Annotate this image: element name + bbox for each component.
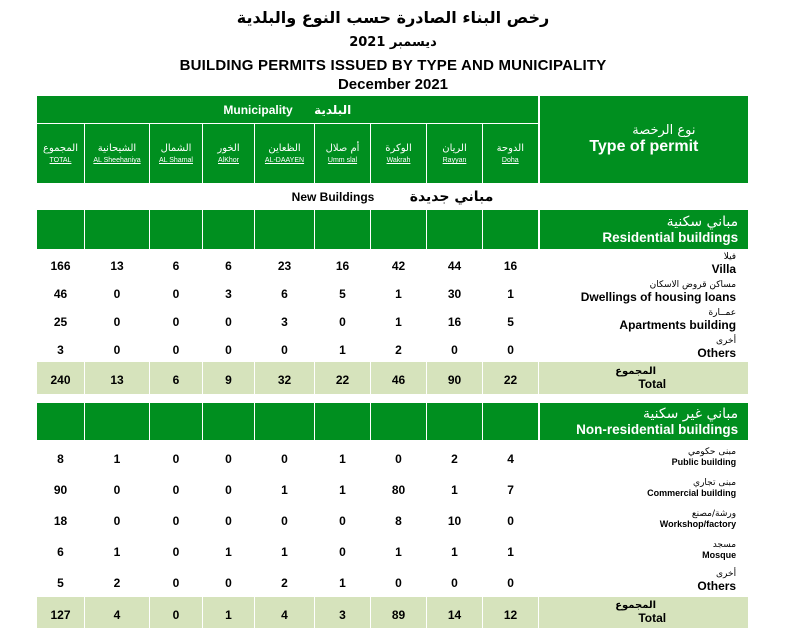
value-cell: 13 [85, 250, 150, 278]
value-cell: 1 [255, 535, 315, 566]
column-header [371, 124, 427, 184]
row-label-en: Others [697, 579, 737, 593]
type-of-permit-en: Type of permit [589, 138, 699, 155]
value-cell: 5 [315, 278, 371, 306]
column-header-en: TOTAL [49, 157, 72, 164]
row-label-ar: مساكن قروض الاسكان [649, 279, 737, 290]
value-cell: 1 [371, 306, 427, 334]
municipality-header [37, 96, 539, 124]
column-header [427, 124, 483, 184]
total-cell: 22 [315, 362, 371, 395]
value-cell: 1 [483, 535, 539, 566]
column-header-ar: المجموع [43, 143, 78, 154]
row-label-ar: فيلا [723, 251, 737, 262]
table-row [37, 306, 749, 334]
value-cell: 44 [427, 250, 483, 278]
value-cell: 2 [85, 566, 150, 597]
value-cell: 42 [371, 250, 427, 278]
value-cell: 6 [37, 535, 85, 566]
total-label-en: Total [638, 376, 667, 391]
value-cell: 18 [37, 504, 85, 535]
residential-title-en: Residential buildings [602, 230, 739, 245]
value-cell: 16 [483, 250, 539, 278]
value-cell: 8 [371, 504, 427, 535]
value-cell: 1 [85, 535, 150, 566]
value-cell: 1 [371, 278, 427, 306]
row-label-ar: أخرى [716, 569, 737, 579]
value-cell: 1 [315, 473, 371, 504]
value-cell: 0 [315, 504, 371, 535]
value-cell: 0 [85, 278, 150, 306]
total-label-en: Total [638, 611, 667, 625]
value-cell: 2 [255, 566, 315, 597]
value-cell: 3 [255, 306, 315, 334]
total-cell: 9 [203, 362, 255, 395]
column-header [255, 124, 315, 184]
column-header [315, 124, 371, 184]
total-cell: 46 [371, 362, 427, 395]
value-cell: 2 [427, 441, 483, 473]
date-arabic: ديسمبر 2021 [349, 35, 437, 50]
value-cell: 0 [315, 535, 371, 566]
value-cell: 8 [37, 441, 85, 473]
column-header-en: AlKhor [217, 157, 239, 164]
total-cell: 89 [371, 597, 427, 629]
value-cell: 3 [203, 278, 255, 306]
value-cell: 30 [427, 278, 483, 306]
value-cell: 0 [203, 334, 255, 362]
total-label [539, 597, 749, 629]
value-cell: 0 [150, 334, 203, 362]
column-header [203, 124, 255, 184]
value-cell: 1 [315, 334, 371, 362]
new-buildings-ar: مباني جديدة [409, 188, 494, 205]
column-header-en: Doha [501, 157, 519, 164]
value-cell: 3 [37, 334, 85, 362]
new-buildings-row [37, 184, 749, 210]
non-residential-rows [37, 441, 749, 629]
total-cell: 32 [255, 362, 315, 395]
column-header-ar: الظعاين [268, 143, 301, 154]
title-arabic: رخص البناء الصادرة حسب النوع والبلدية [236, 8, 550, 27]
residential-rows [37, 250, 749, 395]
column-header-en: AL Sheehaniya [93, 157, 141, 164]
value-cell: 1 [371, 535, 427, 566]
non-residential-title-en: Non-residential buildings [576, 422, 739, 437]
table-row [37, 504, 749, 535]
row-label-ar: مبنى تجاري [693, 478, 737, 488]
total-cell: 22 [483, 362, 539, 395]
total-cell: 13 [85, 362, 150, 395]
table-row [37, 334, 749, 362]
value-cell: 0 [203, 504, 255, 535]
value-cell: 6 [203, 250, 255, 278]
row-label-ar: مسجد [712, 540, 737, 550]
value-cell: 0 [483, 566, 539, 597]
column-header-en: AL-DAAYEN [264, 157, 305, 164]
row-label-en: Workshop/factory [659, 519, 737, 529]
row-label-en: Dwellings of housing loans [580, 289, 737, 304]
row-label-ar: أخرى [716, 335, 737, 346]
value-cell: 0 [315, 306, 371, 334]
value-cell: 0 [203, 306, 255, 334]
value-cell: 10 [427, 504, 483, 535]
total-cell: 14 [427, 597, 483, 629]
municipality-label-ar: البلدية [314, 102, 352, 117]
non-residential-title-ar: مباني غير سكنية [642, 406, 739, 422]
total-cell: 0 [150, 597, 203, 629]
header-row-1 [37, 96, 749, 124]
value-cell: 0 [85, 473, 150, 504]
value-cell: 23 [255, 250, 315, 278]
row-label [539, 334, 749, 362]
value-cell: 2 [371, 334, 427, 362]
value-cell: 1 [427, 535, 483, 566]
column-header-ar: الشيحانية [97, 143, 137, 154]
value-cell: 0 [85, 334, 150, 362]
column-header-ar: الشمال [160, 143, 192, 154]
total-cell: 3 [315, 597, 371, 629]
row-label-en: Commercial building [647, 488, 737, 498]
row-label [539, 250, 749, 278]
value-cell: 7 [483, 473, 539, 504]
column-header-ar: الريان [442, 143, 467, 154]
row-label-en: Public building [671, 456, 737, 467]
table-row [37, 250, 749, 278]
residential-category-row [37, 210, 749, 250]
value-cell: 0 [255, 334, 315, 362]
residential-title-ar: مباني سكنية [666, 214, 739, 230]
value-cell: 0 [371, 441, 427, 473]
value-cell: 1 [483, 278, 539, 306]
type-of-permit-ar: نوع الرخصة [632, 123, 696, 138]
row-label-en: Villa [711, 261, 737, 276]
column-header [37, 124, 85, 184]
value-cell: 0 [483, 334, 539, 362]
column-header-ar: الخور [217, 143, 240, 154]
column-header [85, 124, 150, 184]
row-label-en: Others [697, 345, 737, 360]
row-label [539, 441, 749, 473]
value-cell: 5 [37, 566, 85, 597]
total-cell: 1 [203, 597, 255, 629]
table-row [37, 441, 749, 473]
value-cell: 1 [255, 473, 315, 504]
value-cell: 0 [150, 566, 203, 597]
column-header-en: AL Shamal [159, 157, 193, 164]
value-cell: 0 [150, 473, 203, 504]
column-header-en: Wakrah [386, 157, 411, 164]
permits-table [36, 95, 749, 629]
value-cell: 16 [427, 306, 483, 334]
value-cell: 1 [315, 441, 371, 473]
row-label [539, 566, 749, 597]
table-row [37, 278, 749, 306]
total-cell: 12 [483, 597, 539, 629]
residential-category-label [539, 210, 749, 250]
date-english: December 2021 [337, 76, 449, 93]
total-cell: 4 [255, 597, 315, 629]
value-cell: 0 [150, 441, 203, 473]
table-row [37, 566, 749, 597]
value-cell: 90 [37, 473, 85, 504]
value-cell: 1 [203, 535, 255, 566]
value-cell: 80 [371, 473, 427, 504]
value-cell: 6 [255, 278, 315, 306]
title-english: BUILDING PERMITS ISSUED BY TYPE AND MUNICIPALITY [179, 57, 607, 74]
row-label-en: Apartments building [619, 317, 737, 332]
value-cell: 6 [150, 250, 203, 278]
value-cell: 0 [150, 504, 203, 535]
row-label [539, 535, 749, 566]
value-cell: 5 [483, 306, 539, 334]
value-cell: 1 [85, 441, 150, 473]
value-cell: 0 [203, 473, 255, 504]
row-label-ar: عمــارة [708, 307, 737, 318]
column-header-ar: الدوحة [496, 143, 525, 154]
row-label [539, 473, 749, 504]
column-header-en: Rayyan [442, 157, 467, 164]
spacer-row [37, 395, 749, 403]
column-header [150, 124, 203, 184]
table-row [37, 535, 749, 566]
value-cell: 0 [371, 566, 427, 597]
column-header-ar: أم صلال [325, 143, 360, 154]
column-header-en: Umm slal [327, 157, 358, 164]
municipality-label-en: Municipality [223, 102, 293, 117]
total-label-ar: المجموع [615, 365, 657, 377]
total-cell: 90 [427, 362, 483, 395]
value-cell: 0 [483, 504, 539, 535]
total-cell: 6 [150, 362, 203, 395]
value-cell: 0 [150, 278, 203, 306]
value-cell: 0 [85, 306, 150, 334]
row-label-en: Mosque [702, 550, 737, 560]
value-cell: 0 [203, 566, 255, 597]
new-buildings-en: New Buildings [291, 189, 375, 204]
non-residential-category-label [539, 403, 749, 441]
value-cell: 4 [483, 441, 539, 473]
table-row [37, 473, 749, 504]
value-cell: 0 [427, 334, 483, 362]
column-header-ar: الوكرة [385, 143, 412, 154]
value-cell: 25 [37, 306, 85, 334]
value-cell: 166 [37, 250, 85, 278]
total-cell: 127 [37, 597, 85, 629]
value-cell: 1 [315, 566, 371, 597]
value-cell: 0 [255, 441, 315, 473]
value-cell: 16 [315, 250, 371, 278]
column-header [483, 124, 539, 184]
total-cell: 240 [37, 362, 85, 395]
non-residential-category-row [37, 403, 749, 441]
value-cell: 0 [255, 504, 315, 535]
total-label [539, 362, 749, 395]
row-label [539, 306, 749, 334]
new-buildings-section [37, 184, 749, 210]
row-label [539, 278, 749, 306]
value-cell: 0 [85, 504, 150, 535]
value-cell: 0 [150, 535, 203, 566]
total-row [37, 597, 749, 629]
value-cell: 0 [203, 441, 255, 473]
value-cell: 1 [427, 473, 483, 504]
value-cell: 0 [427, 566, 483, 597]
row-label-ar: مبنى حكومي [687, 446, 737, 457]
row-label-ar: ورشة/مصنع [691, 509, 737, 519]
total-cell: 4 [85, 597, 150, 629]
total-row [37, 362, 749, 395]
type-of-permit-header [539, 96, 749, 184]
value-cell: 0 [150, 306, 203, 334]
total-label-ar: المجموع [615, 600, 657, 611]
value-cell: 46 [37, 278, 85, 306]
row-label [539, 504, 749, 535]
